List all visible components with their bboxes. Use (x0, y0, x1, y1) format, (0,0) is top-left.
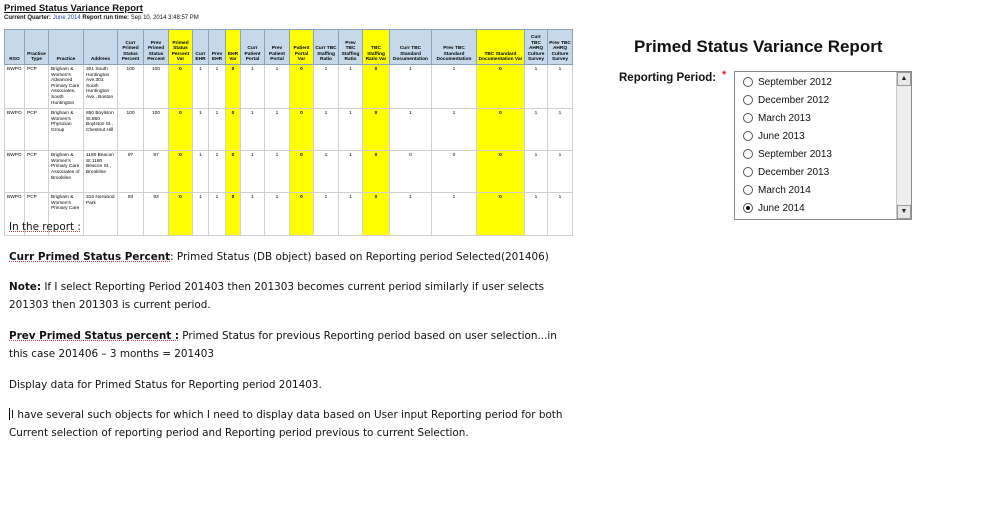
column-header: Patient Portal Var (290, 30, 314, 65)
table-cell: 1 (339, 109, 363, 151)
table-cell: 1 (265, 65, 290, 109)
column-header: Curr TBC Staffing Ratio (314, 30, 339, 65)
column-header: Curr TBC AHRQ Culture Survey (525, 30, 548, 65)
table-row (5, 65, 573, 109)
prev-definition (9, 327, 579, 363)
period-option[interactable] (743, 201, 805, 215)
table-cell: 1 (193, 151, 209, 193)
notes-intro: In the report : (9, 221, 81, 233)
table-cell: 1 (314, 151, 339, 193)
table-cell: 0 (169, 65, 193, 109)
table-cell: 1 (525, 65, 548, 109)
table-cell: 1 (314, 109, 339, 151)
run-time-label: Report run time: (82, 15, 130, 21)
radio-button-icon[interactable] (743, 95, 753, 105)
curr-text: : Primed Status (DB object) based on Reporting period Selected(201406) (170, 251, 549, 263)
report-title: Primed Status Variance Report (4, 3, 143, 14)
period-option[interactable] (743, 111, 811, 125)
table-cell: 315 Norwood Park (84, 193, 118, 236)
table-cell: 1 (525, 151, 548, 193)
period-option-label: December 2012 (758, 94, 830, 106)
table-cell: BWPO (5, 65, 25, 109)
column-header: TBC Staffing Ratio Var (363, 30, 390, 65)
table-cell: 0 (363, 193, 390, 236)
table-cell: 1 (525, 109, 548, 151)
column-header: Prev Patient Portal (265, 30, 290, 65)
table-cell: 0 (290, 109, 314, 151)
report-table (4, 29, 573, 236)
column-header: Prev TBC AHRQ Culture Survey (548, 30, 573, 65)
table-cell: PCP (25, 193, 49, 236)
table-cell: 100 (118, 65, 144, 109)
table-cell: PCP (25, 151, 49, 193)
table-cell: 0 (169, 193, 193, 236)
table-cell: 1 (193, 65, 209, 109)
table-cell: 1 (525, 193, 548, 236)
table-cell: 100 (118, 109, 144, 151)
column-header: Curr Primed Status Percent (118, 30, 144, 65)
table-cell: BWPO (5, 109, 25, 151)
radio-button-icon[interactable] (743, 149, 753, 159)
period-option-label: March 2013 (758, 112, 811, 124)
table-cell: 1 (339, 65, 363, 109)
period-option-label: September 2013 (758, 148, 832, 160)
table-cell: 100 (144, 65, 169, 109)
required-asterisk: * (722, 69, 727, 81)
table-cell: 0 (363, 151, 390, 193)
prompt-title: Primed Status Variance Report (634, 37, 883, 56)
period-option-label: December 2013 (758, 166, 830, 178)
display-paragraph: Display data for Primed Status for Reporting period 201403. (9, 379, 322, 391)
period-option[interactable] (743, 93, 829, 107)
table-cell: 1 (314, 193, 339, 236)
table-cell: 1 (548, 65, 573, 109)
column-header: Curr Patient Portal (241, 30, 265, 65)
note-paragraph (9, 278, 579, 314)
column-header: Prev TBC Standard Documentation (432, 30, 477, 65)
curr-definition (9, 248, 549, 266)
table-cell: 1 (339, 193, 363, 236)
scroll-up-arrow-icon[interactable]: ▲ (897, 72, 911, 86)
table-cell: 0 (390, 151, 432, 193)
objects-paragraph: I have several such objects for which I need to display data based on User input Reporting period for both Current selection of reporting period and Reporting period previous to current Selection. (9, 409, 563, 439)
column-header: Practice (49, 30, 84, 65)
scroll-down-arrow-icon[interactable]: ▼ (897, 205, 911, 219)
table-cell: 1 (339, 151, 363, 193)
table-cell: BWPO (5, 151, 25, 193)
table-cell: 0 (290, 65, 314, 109)
table-cell: 0 (363, 109, 390, 151)
table-cell: 0 (226, 193, 241, 236)
table-cell: 1 (390, 193, 432, 236)
table-cell: 0 (477, 151, 525, 193)
radio-button-icon[interactable] (743, 113, 753, 123)
table-cell: 1 (390, 109, 432, 151)
table-cell: 1 (209, 151, 226, 193)
column-header: Curr TBC Standard Documentation (390, 30, 432, 65)
column-header: Practice Type (25, 30, 49, 65)
table-cell: 0 (169, 151, 193, 193)
table-cell: 0 (226, 109, 241, 151)
table-cell: 1 (314, 65, 339, 109)
table-cell: 1 (193, 109, 209, 151)
table-cell: 93 (118, 193, 144, 236)
table-cell: 1 (241, 65, 265, 109)
table-cell: Brigham & Women's Advanced Primary Care Associates, South Huntington (49, 65, 84, 109)
period-option[interactable] (743, 165, 829, 179)
period-option[interactable] (743, 129, 805, 143)
column-header: Curr EHR (193, 30, 209, 65)
table-cell: Brigham & Women's Primary Care (49, 193, 84, 236)
table-cell: 1 (265, 193, 290, 236)
reporting-period-label: Reporting Period: (619, 72, 717, 84)
note-term: Note: (9, 281, 42, 293)
table-cell: 1 (209, 193, 226, 236)
table-cell: 301 South Huntington Ave.301 South Huntington Ave., Boston (84, 65, 118, 109)
table-cell: 0 (226, 65, 241, 109)
table-cell: 1 (432, 109, 477, 151)
table-cell: 97 (118, 151, 144, 193)
table-cell: 0 (432, 151, 477, 193)
current-quarter-label: Current Quarter: (4, 15, 52, 21)
column-header: EHR Var (226, 30, 241, 65)
table-cell: 850 Boylston St.850 Boylston St., Chestnut Hill (84, 109, 118, 151)
table-row (5, 193, 573, 236)
table-cell: 0 (290, 193, 314, 236)
note-text: If I select Reporting Period 201403 then 201303 becomes current period similarly if user selects 201303 then 201303 is current period. (9, 281, 545, 311)
run-time-value: Sep 10, 2014 3:48:57 PM (130, 15, 199, 21)
period-option-label: June 2014 (758, 202, 805, 214)
table-cell: 1 (241, 193, 265, 236)
column-header: Prev Primed Status Percent (144, 30, 169, 65)
table-cell: 1 (432, 65, 477, 109)
radio-button-icon[interactable] (743, 185, 753, 195)
period-option[interactable] (743, 183, 811, 197)
table-row (5, 109, 573, 151)
period-option-label: March 2014 (758, 184, 811, 196)
table-cell: 1 (209, 109, 226, 151)
table-cell: 1 (241, 151, 265, 193)
column-header: Prev TBC Staffing Ratio (339, 30, 363, 65)
table-row (5, 151, 573, 193)
report-screenshot (4, 3, 571, 212)
table-cell: 93 (144, 193, 169, 236)
column-header: Primed Status Percent Var (169, 30, 193, 65)
text-cursor (9, 408, 10, 420)
table-cell: Brigham & Women's Primary Care Associates of Brookline (49, 151, 84, 193)
column-header: Prev EHR (209, 30, 226, 65)
table-cell: PCP (25, 65, 49, 109)
table-cell: 1 (241, 109, 265, 151)
report-subtitle (4, 14, 556, 23)
table-cell: 0 (226, 151, 241, 193)
table-cell: 0 (477, 193, 525, 236)
vertical-scrollbar[interactable] (896, 72, 911, 219)
period-option-label: September 2012 (758, 76, 832, 88)
table-cell: 1 (265, 151, 290, 193)
table-cell: 1 (548, 151, 573, 193)
period-option-label: June 2013 (758, 130, 805, 142)
table-cell: 0 (169, 109, 193, 151)
table-cell: 0 (477, 109, 525, 151)
table-cell: PCP (25, 109, 49, 151)
current-quarter-value: June 2014 (52, 15, 81, 21)
table-cell: BWPO (5, 193, 25, 236)
column-header: Address (84, 30, 118, 65)
column-header: TBC Standard Documentation Var (477, 30, 525, 65)
table-cell: 0 (363, 65, 390, 109)
table-cell: 0 (290, 151, 314, 193)
period-option[interactable] (743, 147, 832, 161)
radio-button-icon[interactable] (743, 167, 753, 177)
table-cell: 1 (390, 65, 432, 109)
table-cell: 1 (432, 193, 477, 236)
period-option[interactable] (743, 75, 832, 89)
radio-button-icon[interactable] (743, 77, 753, 87)
table-cell: 1180 Beacon St.1180 Beacon St., Brookline (84, 151, 118, 193)
table-cell: 97 (144, 151, 169, 193)
table-cell: 1 (548, 109, 573, 151)
radio-button-icon[interactable] (743, 203, 753, 213)
table-cell: 1 (548, 193, 573, 236)
prev-text: Primed Status for previous Reporting period based on user selection...in this case 201406 – 3 months = 201403 (9, 330, 557, 360)
radio-button-icon[interactable] (743, 131, 753, 141)
table-cell: Brigham & Women's Physician Group (49, 109, 84, 151)
curr-term: Curr Primed Status Percent (9, 251, 171, 263)
table-header-row (5, 30, 573, 65)
column-header: RSO (5, 30, 25, 65)
reporting-period-listbox[interactable] (734, 71, 912, 220)
table-cell: 100 (144, 109, 169, 151)
table-cell: 1 (209, 65, 226, 109)
prev-term: Prev Primed Status percent : (9, 330, 179, 342)
table-cell: 0 (477, 65, 525, 109)
table-cell: 1 (193, 193, 209, 236)
table-cell: 1 (265, 109, 290, 151)
